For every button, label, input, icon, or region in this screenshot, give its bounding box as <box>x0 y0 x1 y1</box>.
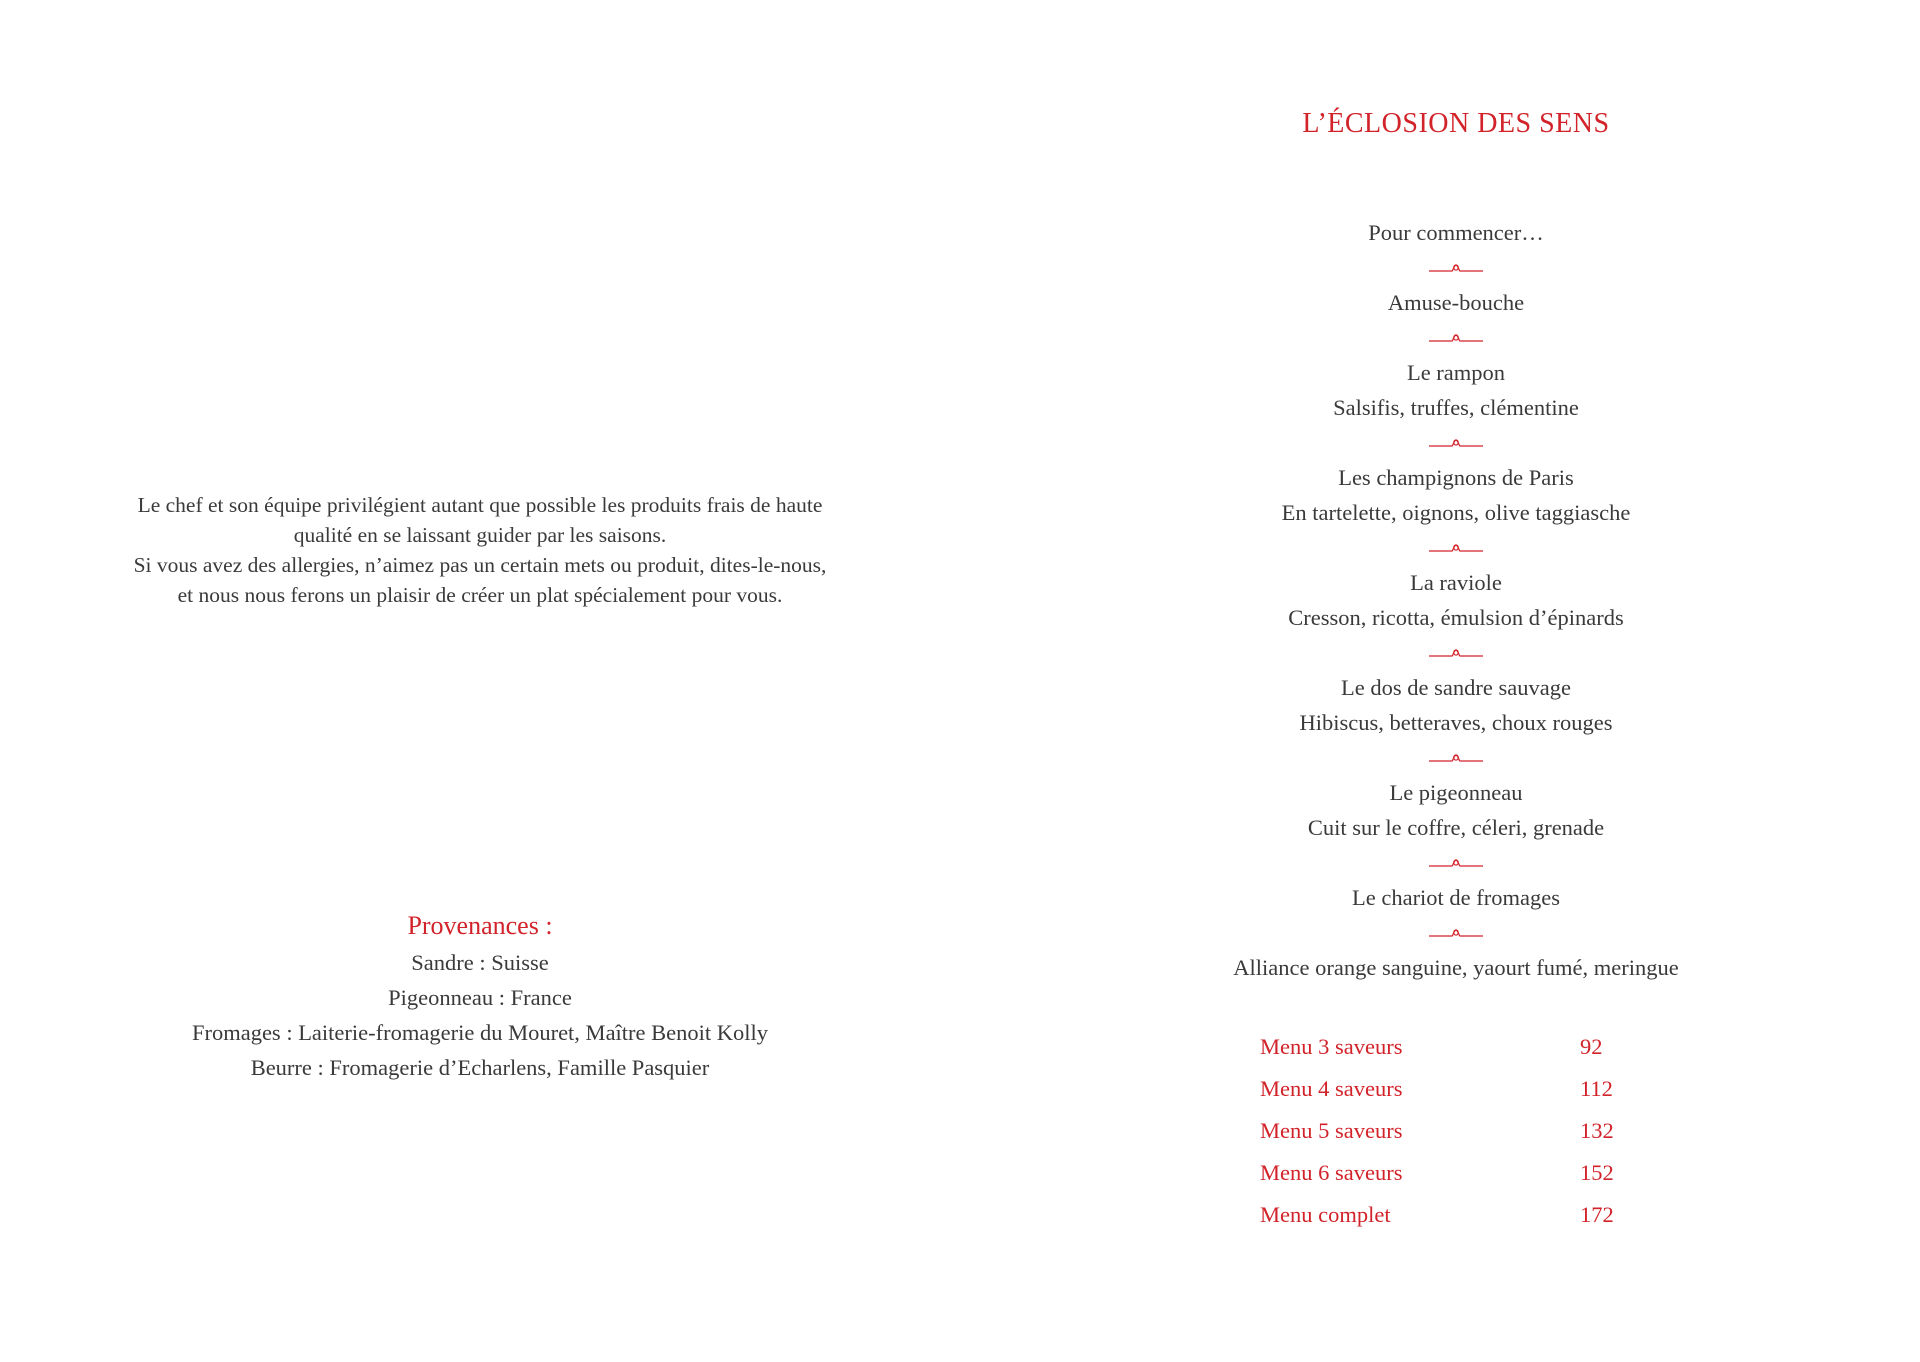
course-item <box>960 880 1920 915</box>
course-name: Le pigeonneau <box>1389 780 1523 805</box>
menu-option-name: Menu 5 saveurs <box>1260 1118 1403 1143</box>
provenance-line: Fromages : Laiterie-fromagerie du Mouret, Maître Benoit Kolly <box>191 1020 769 1045</box>
menu-option-name: Menu 3 saveurs <box>1260 1034 1403 1059</box>
intro-line: Si vous avez des allergies, n’aimez pas un certain mets ou produit, dites-le-nous, <box>133 553 827 577</box>
ornament-divider-icon <box>1428 751 1484 765</box>
course-description: Salsifis, truffes, clémentine <box>1333 395 1579 420</box>
menu-option-price: 172 <box>1580 1202 1614 1227</box>
provenances-section <box>100 907 860 1085</box>
intro-text <box>100 490 860 610</box>
course-name: La raviole <box>1410 570 1502 595</box>
course-item <box>960 565 1920 635</box>
menu-option-name: Menu complet <box>1260 1202 1391 1227</box>
ornament-divider-icon <box>960 320 1920 355</box>
course-description: Hibiscus, betteraves, choux rouges <box>1299 710 1613 735</box>
provenance-line: Beurre : Fromagerie d’Echarlens, Famille Pasquier <box>250 1055 710 1080</box>
menu-title <box>1302 104 1609 144</box>
course-name: Pour commencer… <box>1368 220 1544 245</box>
course-item <box>960 215 1920 250</box>
intro-line: et nous nous ferons un plaisir de créer un plat spécialement pour vous. <box>177 583 783 607</box>
price-row <box>1260 1110 1700 1152</box>
course-description: En tartelette, oignons, olive taggiasche <box>1281 500 1631 525</box>
course-description: Cresson, ricotta, émulsion d’épinards <box>1288 605 1624 630</box>
ornament-divider-icon <box>1428 261 1484 275</box>
price-row <box>1260 1026 1700 1068</box>
course-name: Alliance orange sanguine, yaourt fumé, meringue <box>1233 955 1679 980</box>
ornament-divider-icon <box>960 530 1920 565</box>
course-name: Amuse-bouche <box>1387 290 1525 315</box>
course-description: Cuit sur le coffre, céleri, grenade <box>1307 815 1605 840</box>
ornament-divider-icon <box>960 425 1920 460</box>
ornament-divider-icon <box>960 915 1920 950</box>
ornament-divider-icon <box>1428 331 1484 345</box>
course-item <box>960 355 1920 425</box>
ornament-divider-icon <box>960 845 1920 880</box>
price-list <box>1260 1026 1700 1236</box>
ornament-divider-icon <box>1428 646 1484 660</box>
course-item <box>960 775 1920 845</box>
menu-option-price: 112 <box>1580 1076 1613 1101</box>
menu-option-name: Menu 6 saveurs <box>1260 1160 1403 1185</box>
price-row <box>1260 1194 1700 1236</box>
menu-title-text: L’ÉCLOSION DES SENS <box>1302 108 1610 139</box>
right-page <box>960 0 1920 1362</box>
menu-option-price: 92 <box>1580 1034 1603 1059</box>
menu-option-price: 132 <box>1580 1118 1614 1143</box>
ornament-divider-icon <box>960 740 1920 775</box>
price-row <box>1260 1068 1700 1110</box>
ornament-divider-icon <box>1428 856 1484 870</box>
course-item <box>960 285 1920 320</box>
course-name: Les champignons de Paris <box>1338 465 1574 490</box>
provenance-line: Sandre : Suisse <box>411 950 549 975</box>
ornament-divider-icon <box>1428 436 1484 450</box>
course-name: Le dos de sandre sauvage <box>1341 675 1571 700</box>
course-item <box>960 460 1920 530</box>
ornament-divider-icon <box>960 250 1920 285</box>
course-name: Le rampon <box>1406 360 1506 385</box>
ornament-divider-icon <box>1428 926 1484 940</box>
course-item <box>960 670 1920 740</box>
intro-line: qualité en se laissant guider par les saisons. <box>293 523 667 547</box>
course-name: Le chariot de fromages <box>1351 885 1561 910</box>
menu-option-price: 152 <box>1580 1160 1614 1185</box>
price-row <box>1260 1152 1700 1194</box>
intro-line: Le chef et son équipe privilégient autant que possible les produits frais de haute <box>137 493 823 517</box>
provenances-title: Provenances : <box>407 911 553 940</box>
course-item <box>960 950 1920 985</box>
ornament-divider-icon <box>960 635 1920 670</box>
menu-option-name: Menu 4 saveurs <box>1260 1076 1403 1101</box>
provenance-line: Pigeonneau : France <box>388 985 572 1010</box>
course-list <box>960 215 1920 985</box>
ornament-divider-icon <box>1428 541 1484 555</box>
